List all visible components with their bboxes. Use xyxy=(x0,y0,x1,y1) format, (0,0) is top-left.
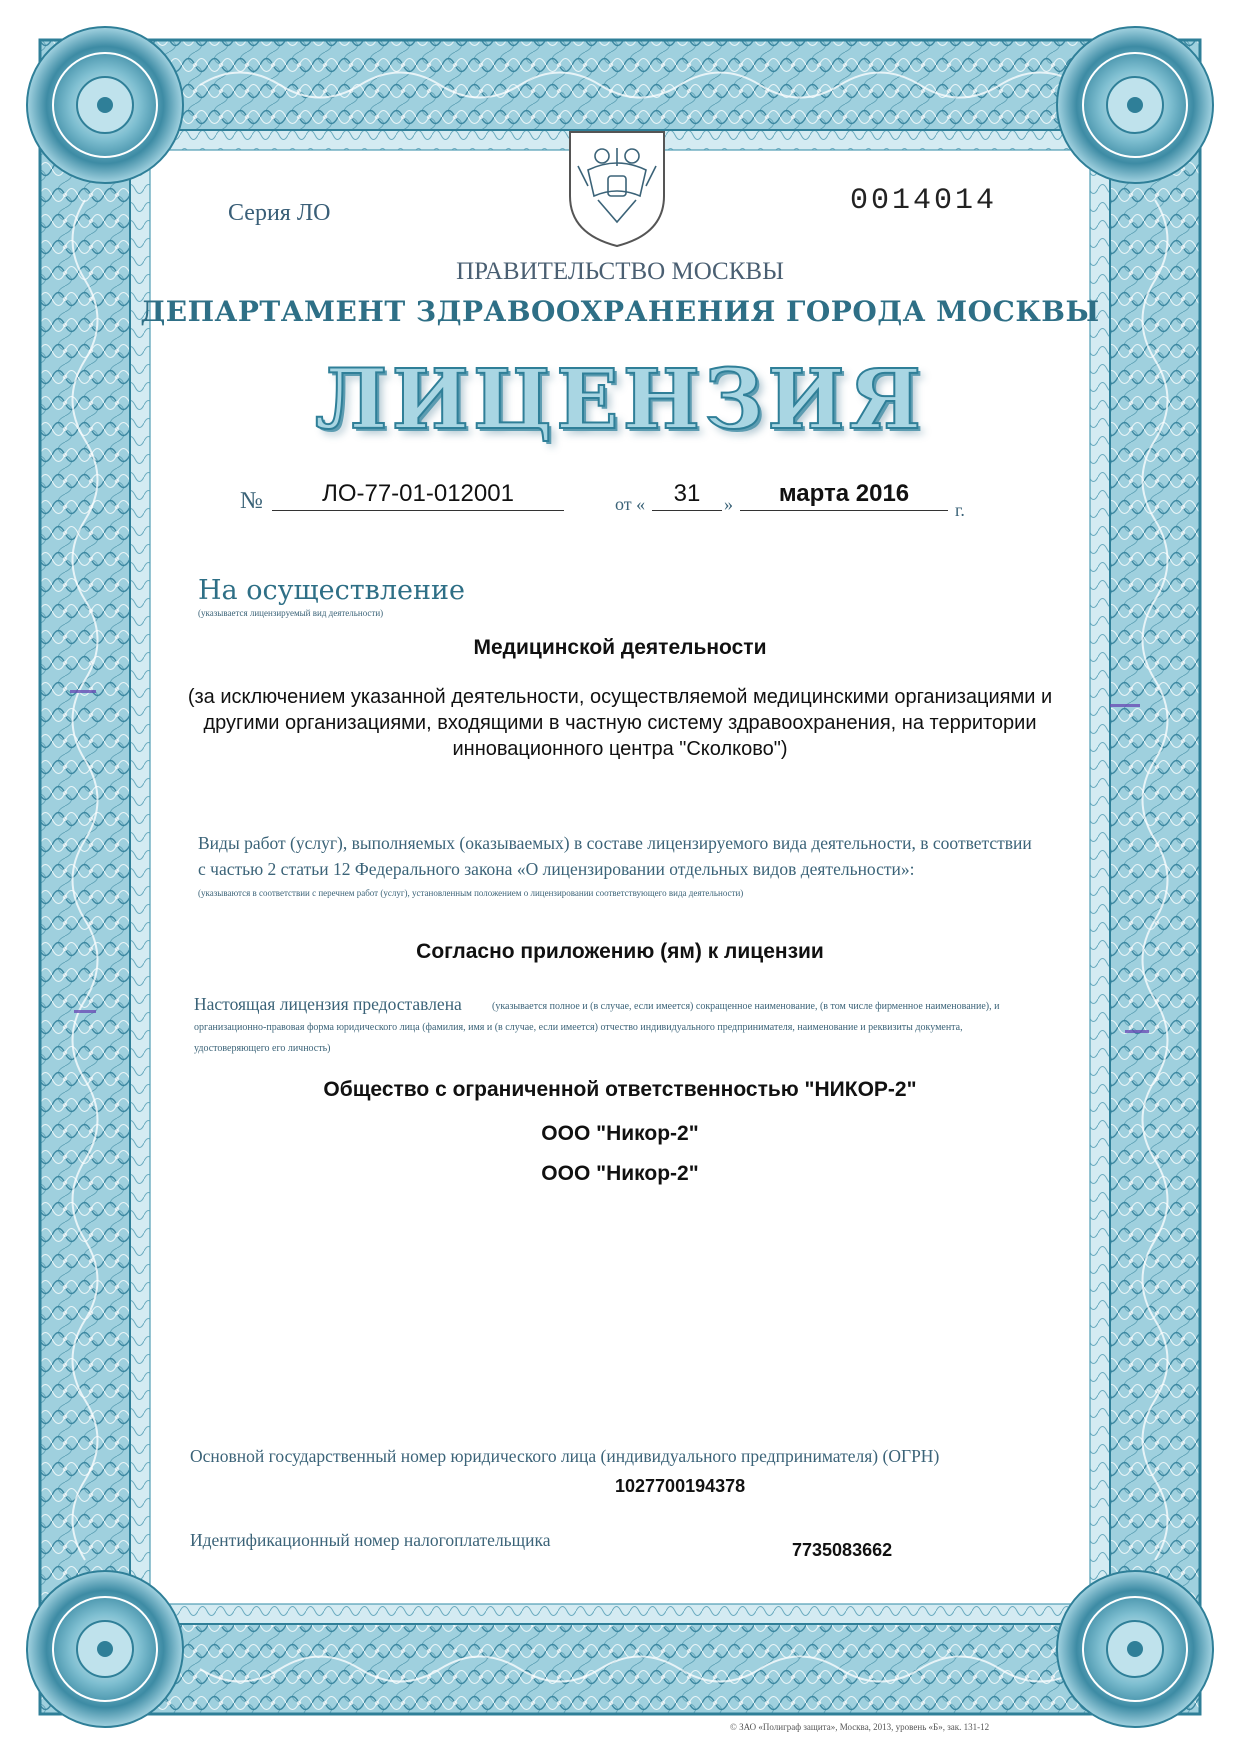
works-value: Согласно приложению (ям) к лицензии xyxy=(416,940,824,963)
license-number: ЛО-77-01-012001 xyxy=(272,480,564,511)
document-title: ЛИЦЕНЗИЯ xyxy=(314,352,926,448)
date-from-label: от « xyxy=(615,494,646,514)
activity-note: (за исключением указанной деятельности, осуществляемой медицинскими организациями и другими организациями, входящими в частную систему здравоохранения, на территории инновационного центра "Сколково") xyxy=(187,686,1053,760)
activity-hint: (указывается лицензируемый вид деятельности) xyxy=(198,608,384,618)
department-heading: ДЕПАРТАМЕНТ ЗДРАВООХРАНЕНИЯ ГОРОДА МОСКВЫ xyxy=(140,295,1100,328)
security-fiber xyxy=(1110,704,1140,707)
corner-rosette-bottom-left xyxy=(27,1571,183,1727)
works-description: Виды работ (услуг), выполняемых (оказываемых) в составе лицензируемого вида деятельности, в соответствии с частью 2 статьи 12 Федерального закона «О лицензировании отдельных видов деятельности»: xyxy=(198,833,1032,879)
activity-value: Медицинской деятельности xyxy=(473,636,767,659)
security-fiber xyxy=(1125,1030,1149,1033)
blank-number: 0014014 xyxy=(850,184,998,218)
coat-of-arms-icon xyxy=(564,126,670,250)
license-number-label: № xyxy=(240,488,263,514)
activity-label: На осуществление xyxy=(198,575,465,606)
printer-imprint: © ЗАО «Полиграф защита», Москва, 2013, уровень «Б», зак. 131-12 xyxy=(730,1722,990,1732)
organization-full-name: Общество с ограниченной ответственностью "НИКОР-2" xyxy=(323,1078,917,1101)
license-month-year: марта 2016 xyxy=(740,480,948,511)
organization-short-name: ООО "Никор-2" xyxy=(541,1122,699,1145)
corner-rosette-top-right xyxy=(1057,27,1213,183)
inn-label: Идентификационный номер налогоплательщика xyxy=(190,1530,551,1550)
granted-hint: (указывается полное и (в случае, если имеется) сокращенное наименование, (в том числе фирменное наименование), и организационно-правовая форма юридического лица (фамилия, имя и (в случае, если имеется) отчество индивидуального предпринимателя, наименование и реквизиты документа, удостоверяющего его личность) xyxy=(194,1001,1000,1054)
security-fiber xyxy=(74,1010,96,1013)
works-hint: (указываются в соответствии с перечнем работ (услуг), установленным положением о лицензировании соответствующего вида деятельности) xyxy=(198,888,744,898)
ogrn-value: 1027700194378 xyxy=(615,1476,746,1496)
security-fiber xyxy=(70,690,96,693)
granted-label: Настоящая лицензия предоставлена xyxy=(194,994,462,1014)
organization-brand-name: ООО "Никор-2" xyxy=(541,1162,699,1185)
corner-rosette-top-left xyxy=(27,27,183,183)
ogrn-label: Основной государственный номер юридического лица (индивидуального предпринимателя) (ОГРН) xyxy=(190,1446,940,1466)
corner-rosette-bottom-right xyxy=(1057,1571,1213,1727)
inn-value: 7735083662 xyxy=(792,1540,893,1560)
document-series: Серия ЛО xyxy=(228,200,331,226)
date-close-quote: » xyxy=(724,494,733,514)
year-suffix: г. xyxy=(955,500,965,520)
government-heading: ПРАВИТЕЛЬСТВО МОСКВЫ xyxy=(456,258,784,285)
license-day: 31 xyxy=(652,480,722,511)
